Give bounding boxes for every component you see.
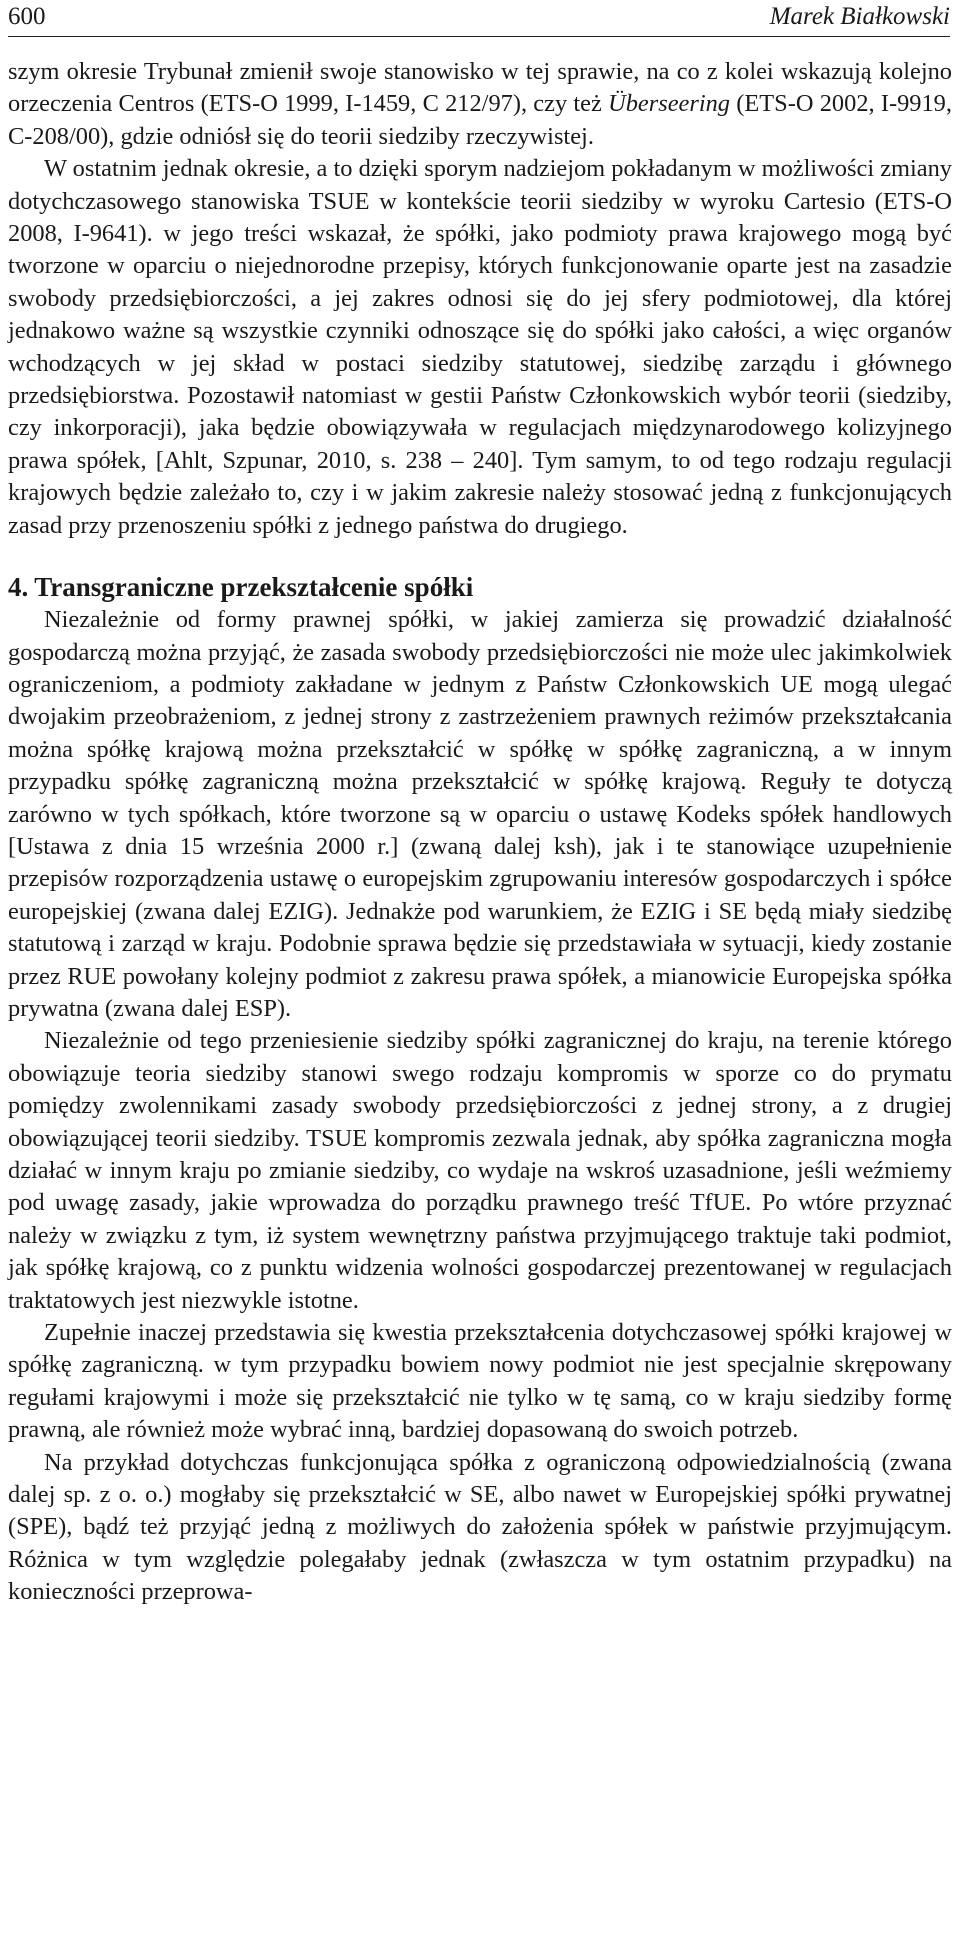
paragraph-p5 [8, 1317, 952, 1447]
running-header [8, 2, 950, 37]
running-header-author: Marek Białkowski [769, 3, 950, 30]
paragraph-p6 [8, 1447, 952, 1609]
text-run: Zupełnie inaczej przedstawia się kwestia przekształcenia dotychczasowej spółki krajowej w spółkę zagraniczną. w tym przypadku bowiem nowy podmiot nie jest specjalnie skrępowany regułami krajowymi i może się przekształcić nie tylko w tę samą, co w kraju siedziby formę prawną, ale również może wybrać inną, bardziej dopasowaną do swoich potrzeb. [8, 1319, 952, 1444]
text-run: (ETS-O 2002, I-9919, C-208/00), gdzie odniósł się do teorii siedziby rzeczywistej. [8, 90, 952, 150]
paragraph-p4 [8, 1025, 952, 1317]
section-heading [8, 570, 952, 604]
text-run: W ostatnim jednak okresie, a to dzięki sporym nadziejom pokładanym w możliwości zmiany dotychczasowego stanowiska TSUE w kontekście teorii siedziby w wyroku Cartesio (ETS-O 2008, I-9641). w jego treści wskazał, że spółki, jako podmioty prawa krajowego mogą być tworzone w oparciu o niejednorodne przepisy, których funkcjonowanie oparte jest na zasadzie swobody przedsiębiorczości, a jej zakres odnosi się do jej sfery podmiotowej, dla której jednakowo ważne są wszystkie czynniki odnoszące się do spółki jako całości, a więc organów wchodzących w jej skład w postaci siedziby statutowej, siedzibę zarządu i głównego przedsiębiorstwa. Pozostawił natomiast w gestii Państw Członkowskich wybór teorii (siedziby, czy inkorporacji), jaka będzie obowiązywała w regulacjach międzynarodowego kolizyjnego prawa spółek, [Ahlt, Szpunar, 2010, s. 238 – 240]. Tym samym, to od tego rodzaju regulacji krajowych będzie zależało to, czy i w jakim zakresie należy stosować jedną z funkcjonujących zasad przy przenoszeniu spółki z jednego państwa do drugiego. [8, 155, 952, 539]
body-text [8, 56, 952, 1609]
section-number: 4. [8, 572, 29, 603]
paragraphs-before-section [8, 56, 952, 542]
text-run: Niezależnie od tego przeniesienie siedziby spółki zagranicznej do kraju, na terenie którego obowiązuje teoria siedziby stanowi swego rodzaju kompromis w sporze co do prymatu pomiędzy zwolennikami zasady swobody przedsiębiorczości z jednej strony, a z drugiej obowiązującej teorii siedziby. TSUE kompromis zezwala jednak, aby spółka zagraniczna mogła działać w innym kraju po zmianie siedziby, co wydaje na wskroś uzasadnione, jeśli weźmiemy pod uwagę zasady, jakie wprowadza do porządku prawnego treść TfUE. Po wtóre przyznać należy w związku z tym, iż system wewnętrzny państwa przyjmującego traktuje taki podmiot, jak spółkę krajową, co z punktu widzenia wolności gospodarczej prezentowanej w regulacjach traktatowych jest niezwykle istotne. [8, 1027, 952, 1314]
paragraph-p2 [8, 153, 952, 542]
page-number: 600 [8, 3, 46, 30]
paragraph-p3 [8, 604, 952, 1025]
text-run: Na przykład dotychczas funkcjonująca spółka z ograniczoną odpowiedzialnością (zwana dalej sp. z o. o.) mogłaby się przekształcić w SE, albo nawet w Europejskiej spółki prywatnej (SPE), bądź też przyjąć jedną z możliwych do założenia spółek w państwie przyjmującym. Różnica w tym względzie polegałaby jednak (zwłaszcza w tym ostatnim przypadku) na konieczności przeprowa- [8, 1448, 952, 1606]
italic-text-run: Überseering [608, 90, 731, 118]
section-title: Transgraniczne przekształcenie spółki [34, 572, 474, 603]
paragraphs-after-section [8, 604, 952, 1609]
paragraph-p1 [8, 56, 952, 153]
text-run: szym okresie Trybunał zmienił swoje stanowisko w tej sprawie, na co z kolei wskazują kolejno orzeczenia Centros (ETS-O 1999, I-1459, C 212/97), czy też [8, 58, 952, 118]
text-run: Niezależnie od formy prawnej spółki, w jakiej zamierza się prowadzić działalność gospodarczą można przyjąć, że zasada swobody przedsiębiorczości nie może ulec jakimkolwiek ograniczeniom, a podmioty zakładane w jednym z Państw Członkowskich UE mogą ulegać dwojakim przeobrażeniom, z jednej strony z zastrzeżeniem prawnych reżimów przekształcania można spółkę krajową można przekształcić w spółkę w spółkę zagraniczną, a w innym przypadku spółkę zagraniczną można przekształcić w spółkę krajową. Reguły te dotyczą zarówno w tych spółkach, które tworzone są w oparciu o ustawę Kodeks spółek handlowych [Ustawa z dnia 15 września 2000 r.] (zwaną dalej ksh), jak i te stanowiące uzupełnienie przepisów rozporządzenia ustawę o europejskim zgrupowaniu interesów gospodarczych i spółce europejskiej (zwana dalej EZIG). Jednakże pod warunkiem, że EZIG i SE będą miały siedzibę statutową i zarząd w kraju. Podobnie sprawa będzie się przedstawiała w sytuacji, kiedy zostanie przez RUE powołany kolejny podmiot z zakresu prawa spółek, a mianowicie Europejska spółka prywatna (zwana dalej ESP). [8, 606, 952, 1022]
